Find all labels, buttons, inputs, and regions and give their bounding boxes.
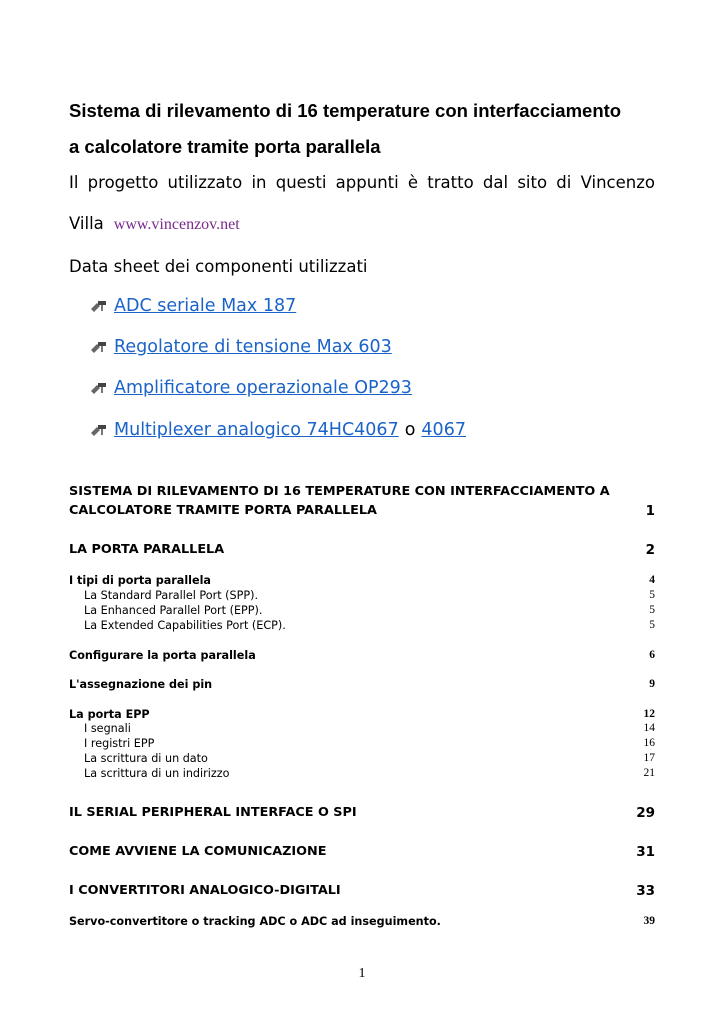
toc-page-number: 9 xyxy=(649,678,655,690)
toc-entry[interactable] xyxy=(69,484,655,499)
intro-line-1 xyxy=(69,173,655,192)
toc-entry[interactable] xyxy=(69,844,655,860)
tool-bullet-icon xyxy=(91,342,106,353)
toc-entry-title: I tipi di porta parallela xyxy=(69,574,211,587)
toc-entry[interactable] xyxy=(84,767,655,780)
toc-page-number: 2 xyxy=(645,542,655,558)
intro-word: progetto xyxy=(87,173,159,192)
intro-word: sito xyxy=(517,173,548,192)
toc-page-number: 6 xyxy=(649,649,655,661)
toc-page-number: 5 xyxy=(649,589,655,601)
datasheet-heading: Data sheet dei componenti utilizzati xyxy=(69,257,368,276)
toc-entry-title: I registri EPP xyxy=(84,737,155,750)
site-link[interactable]: www.vincenzov.net xyxy=(113,216,240,233)
intro-author: Villa xyxy=(69,214,104,233)
toc-entry[interactable] xyxy=(84,619,655,632)
intro-word: in xyxy=(251,173,267,192)
toc-entry-title: SISTEMA DI RILEVAMENTO DI 16 TEMPERATURE CON INTERFACCIAMENTO A xyxy=(69,484,610,499)
toc-entry-title: La scrittura di un dato xyxy=(84,752,208,765)
toc-entry-title: L'assegnazione dei pin xyxy=(69,678,213,691)
toc-entry-title: I CONVERTITORI ANALOGICO-DIGITALI xyxy=(69,883,341,898)
tool-bullet-icon xyxy=(91,301,106,312)
toc-entry-title: La Enhanced Parallel Port (EPP). xyxy=(84,604,263,617)
toc-entry[interactable] xyxy=(69,915,655,928)
toc-page-number: 39 xyxy=(643,915,655,927)
component-link-multiplexer[interactable]: Multiplexer analogico 74HC4067 xyxy=(114,420,399,440)
component-connector: o xyxy=(404,420,416,440)
toc-entry-title: CALCOLATORE TRAMITE PORTA PARALLELA xyxy=(69,503,377,518)
toc-entry[interactable] xyxy=(84,752,655,765)
intro-word: utilizzato xyxy=(167,173,243,192)
component-item xyxy=(91,337,392,357)
toc-page-number: 1 xyxy=(645,503,655,519)
page-number: 1 xyxy=(358,966,366,981)
toc-page-number: 14 xyxy=(643,722,655,734)
component-link-regulator[interactable]: Regolatore di tensione Max 603 xyxy=(114,337,392,357)
intro-line-2 xyxy=(69,214,240,234)
toc-entry[interactable] xyxy=(69,542,655,558)
toc-page-number: 17 xyxy=(643,752,655,764)
toc-page-number: 5 xyxy=(649,604,655,616)
document-title-line-2: a calcolatore tramite porta parallela xyxy=(69,136,381,157)
component-item xyxy=(91,420,466,440)
toc-entry[interactable] xyxy=(84,604,655,617)
toc-entry[interactable] xyxy=(69,503,655,519)
toc-entry-title: La porta EPP xyxy=(69,708,150,721)
toc-page-number: 4 xyxy=(649,574,655,586)
toc-entry[interactable] xyxy=(84,737,655,750)
toc-entry-title: La Standard Parallel Port (SPP). xyxy=(84,589,259,602)
intro-word: tratto xyxy=(427,173,474,192)
toc-entry[interactable] xyxy=(69,883,655,899)
intro-word: dal xyxy=(482,173,509,192)
toc-entry-title: Servo-convertitore o tracking ADC o ADC ad inseguimento. xyxy=(69,915,441,928)
intro-word: questi xyxy=(275,173,327,192)
toc-entry[interactable] xyxy=(69,574,655,587)
toc-entry-title: COME AVVIENE LA COMUNICAZIONE xyxy=(69,844,327,859)
toc-page-number: 31 xyxy=(636,844,655,860)
toc-entry-title: I segnali xyxy=(84,722,131,735)
toc-page-number: 33 xyxy=(636,883,655,899)
toc-entry-title: LA PORTA PARALLELA xyxy=(69,542,225,557)
toc-entry-title: La scrittura di un indirizzo xyxy=(84,767,230,780)
toc-page-number: 29 xyxy=(636,805,655,821)
toc-entry-title: La Extended Capabilities Port (ECP). xyxy=(84,619,286,632)
toc-page-number: 12 xyxy=(643,708,655,720)
toc-page-number: 16 xyxy=(643,737,655,749)
intro-word: di xyxy=(556,173,572,192)
tool-bullet-icon xyxy=(91,425,106,436)
component-link-adc[interactable]: ADC seriale Max 187 xyxy=(114,296,297,316)
toc-entry-title: IL SERIAL PERIPHERAL INTERFACE O SPI xyxy=(69,805,357,820)
toc-page-number: 21 xyxy=(643,767,655,779)
intro-word: Il xyxy=(69,173,79,192)
toc-entry[interactable] xyxy=(69,649,655,662)
toc-entry[interactable] xyxy=(69,805,655,821)
toc-entry[interactable] xyxy=(69,678,655,691)
component-item xyxy=(91,296,296,316)
tool-bullet-icon xyxy=(91,383,106,394)
document-title-line-1: Sistema di rilevamento di 16 temperature con interfacciamento xyxy=(69,100,622,121)
intro-word: è xyxy=(407,173,419,192)
intro-word: Vincenzo xyxy=(580,173,655,192)
toc-page-number: 5 xyxy=(649,619,655,631)
toc-entry[interactable] xyxy=(84,722,655,735)
toc-entry-title: Configurare la porta parallela xyxy=(69,649,256,662)
component-link-4067[interactable]: 4067 xyxy=(421,420,466,440)
component-link-opamp[interactable]: Amplificatore operazionale OP293 xyxy=(114,378,412,398)
intro-word: appunti xyxy=(335,173,399,192)
toc-entry[interactable] xyxy=(69,708,655,721)
component-item xyxy=(91,378,412,398)
toc-entry[interactable] xyxy=(84,589,655,602)
